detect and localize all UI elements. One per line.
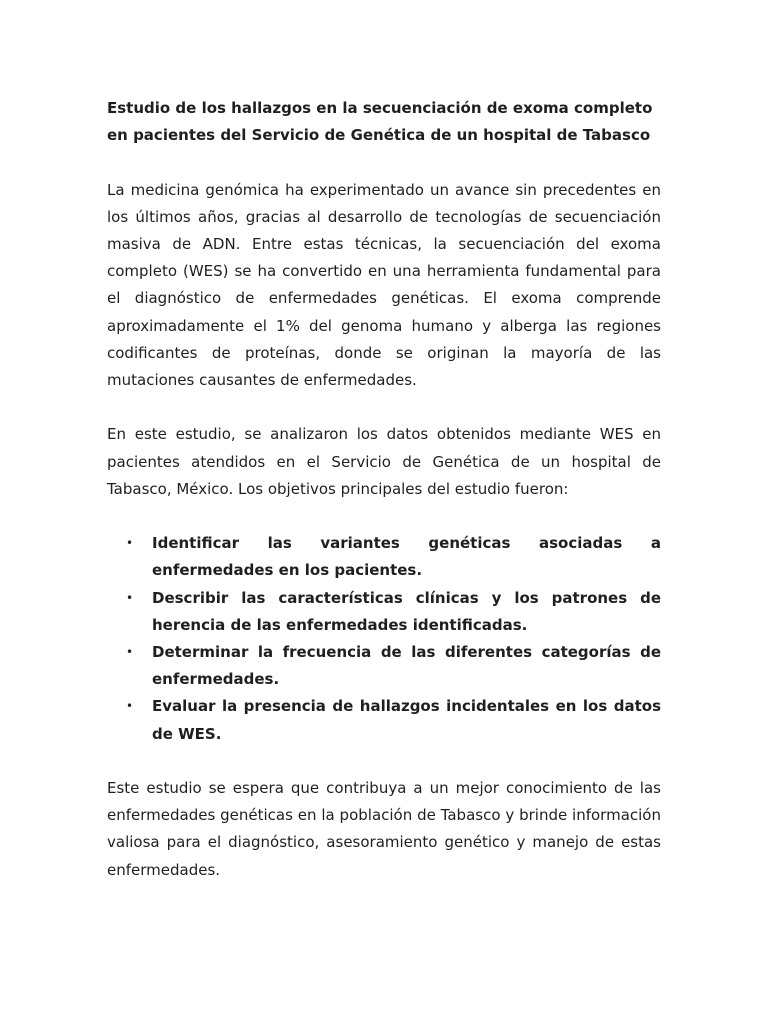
list-item	[126, 530, 661, 584]
objectives-list	[107, 530, 661, 748]
conclusion-paragraph: Este estudio se espera que contribuya a un mejor conocimiento de las enfermedades genéticas en la población de Tabasco y brinde información valiosa para el diagnóstico, asesoramiento genético y manejo de estas enfermedades.	[107, 779, 661, 879]
list-item	[126, 585, 661, 639]
spacer	[107, 149, 661, 176]
bullet-icon: •	[126, 590, 134, 605]
document-title: Estudio de los hallazgos en la secuenciación de exoma completo en pacientes del Servicio de Genética de un hospital de Tabasco	[107, 99, 653, 145]
spacer	[107, 503, 661, 530]
study-paragraph: En este estudio, se analizaron los datos obtenidos mediante WES en pacientes atendidos en el Servicio de Genética de un hospital de Tabasco, México. Los objetivos principales del estudio fueron:	[107, 425, 661, 498]
spacer	[107, 748, 661, 775]
bullet-icon: •	[126, 645, 134, 660]
list-item	[126, 639, 661, 693]
document-page	[107, 95, 661, 884]
objective-text: Describir las características clínicas y los patrones de herencia de las enfermedades identificadas.	[152, 588, 661, 634]
objective-text: Identificar las variantes genéticas asociadas a enfermedades en los pacientes.	[152, 534, 661, 580]
spacer	[107, 394, 661, 421]
list-item	[126, 693, 661, 747]
bullet-icon: •	[126, 699, 134, 714]
intro-paragraph: La medicina genómica ha experimentado un avance sin precedentes en los últimos años, gracias al desarrollo de tecnologías de secuenciación masiva de ADN. Entre estas técnicas, la secuenciación del exoma completo (WES) se ha convertido en una herramienta fundamental para el diagnóstico de enfermedades genéticas. El exoma comprende aproximadamente el 1% del genoma humano y alberga las regiones codificantes de proteínas, donde se originan la mayoría de las mutaciones causantes de enfermedades.	[107, 180, 661, 390]
bullet-icon: •	[126, 536, 134, 551]
objective-text: Evaluar la presencia de hallazgos incidentales en los datos de WES.	[152, 697, 661, 743]
objective-text: Determinar la frecuencia de las diferentes categorías de enfermedades.	[152, 643, 661, 689]
